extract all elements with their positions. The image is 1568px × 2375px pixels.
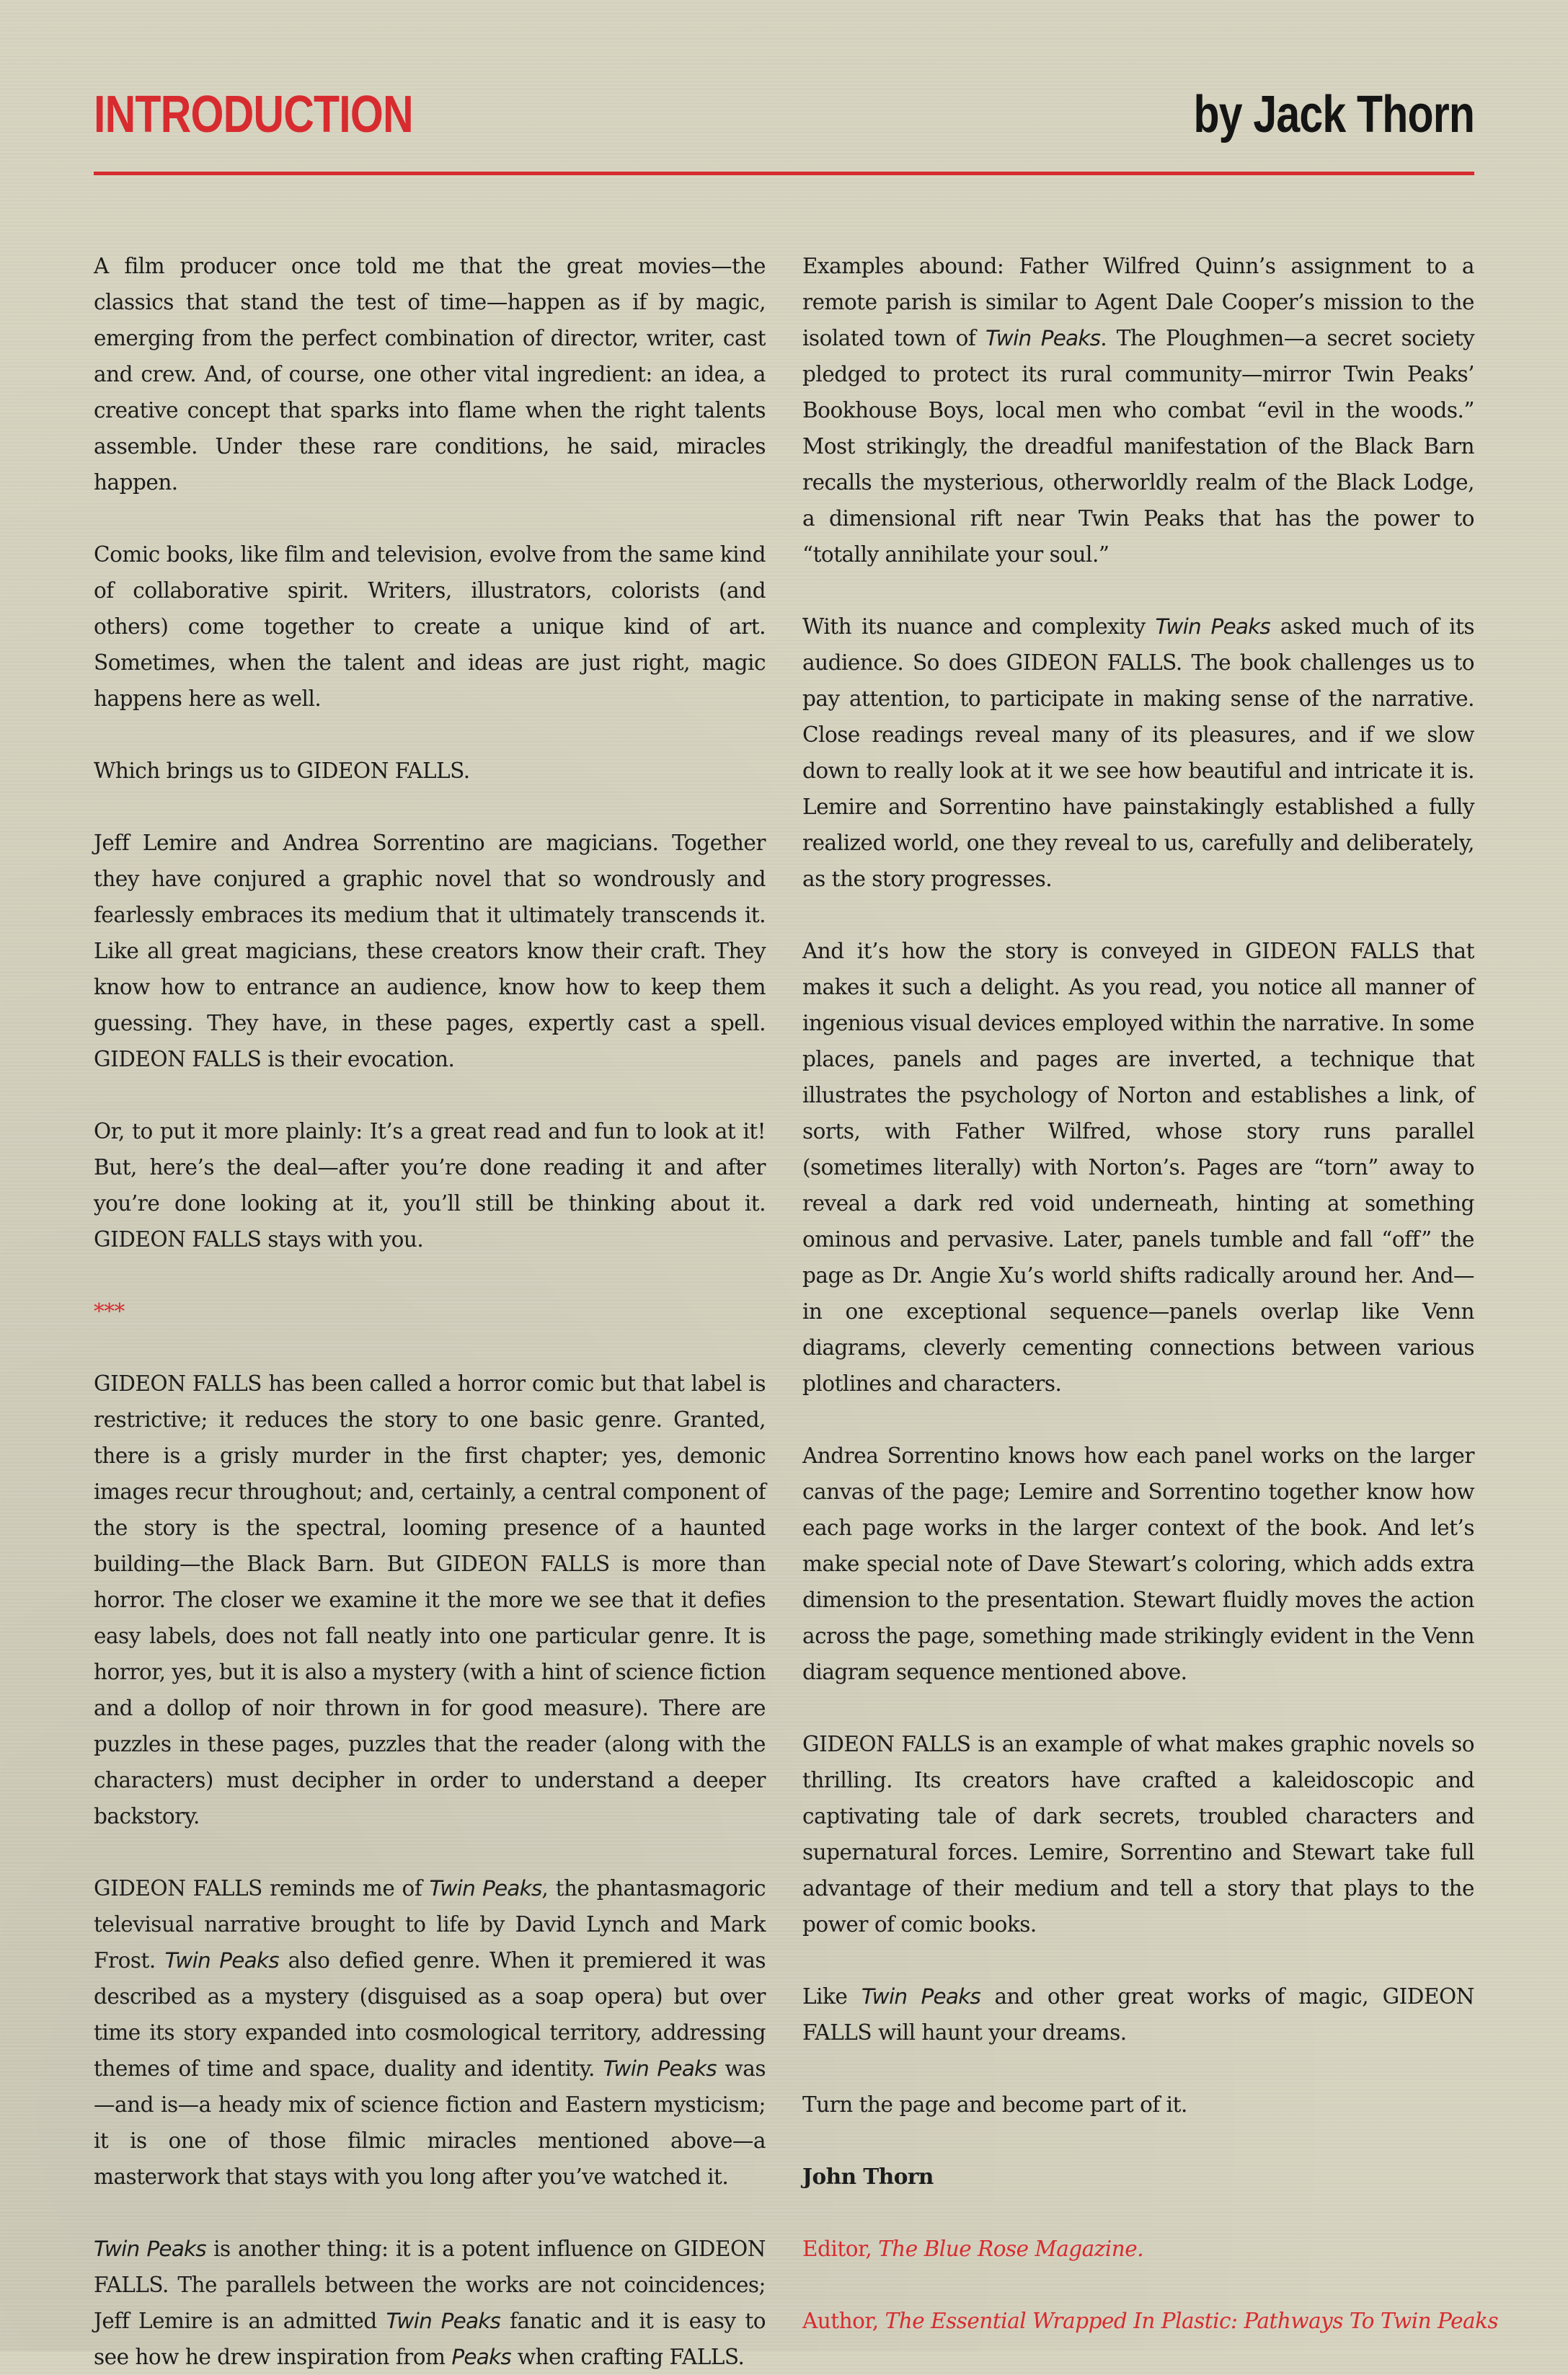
title-reference: Twin Peaks [164, 1948, 279, 1973]
text-run: asked much of its audience. So does GIDEON FALLS. The book challenges us to pay attention, to participate in making sense of the narrative. Close readings reveal many of its pleasures, and if we slow down to really look at it we see how beautiful and intricate it is. Lemire and Sorrentino have painstakingly established a fully realized world, one they reveal to us, carefully and deliberately, as the story progresses. [802, 614, 1474, 891]
paragraph: Turn the page and become part of it. [802, 2092, 1187, 2117]
paragraph [802, 609, 1474, 897]
paragraph [94, 1870, 766, 2195]
text-run: , the phantasmagoric televisual narrative brought to life by David Lynch and Mark Frost. [94, 1876, 766, 1973]
paragraph: GIDEON FALLS is an example of what makes graphic novels so thrilling. Its creators have crafted a kaleidoscopic and captivating tale of dark secrets, troubled characters and supernatural forces. Lemire, Sorrentino and Stewart take full advantage of their medium and tell a story that plays to the power of comic books. [802, 1732, 1474, 1937]
text-run: GIDEON FALLS reminds me of [94, 1876, 430, 1901]
title-reference: Twin Peaks [603, 2056, 717, 2081]
paragraph: Which brings us to GIDEON FALLS. [94, 759, 470, 783]
paragraph: And it’s how the story is conveyed in GIDEON FALLS that makes it such a delight. As you read, you notice all manner of ingenious visual devices employed within the narrative. In some places, panels and pages are inverted, a technique that illustrates the psychology of Norton and establishes a link, of sorts, with Father Wilfred, whose story runs parallel (sometimes literally) with Norton’s. Pages are “torn” away to reveal a dark red void underneath, hinting at something ominous and pervasive. Later, panels tumble and fall “off” the page as Dr. Angie Xu’s world shifts radically around her. And—in one exceptional sequence—panels overlap like Venn diagrams, cleverly cementing connections between various plotlines and characters. [802, 939, 1474, 1396]
text-run: also defied genre. When it premiered it was described as a mystery (disguised as a soap opera) but over time its story expanded into cosmological territory, addressing themes of time and space, duality and identity. [94, 1948, 766, 2081]
credit-role: Author, [802, 2309, 885, 2333]
text-run: was—and is—a heady mix of science fiction and Eastern mysticism; it is one of those filmic miracles mentioned above—a masterwork that stays with you long after you’ve watched it. [94, 2056, 766, 2189]
text-run: and other great works of magic, GIDEON FALLS will haunt your dreams. [802, 1984, 1474, 2045]
page-title: INTRODUCTION [94, 86, 413, 143]
paragraph: GIDEON FALLS has been called a horror comic but that label is restrictive; it reduces the story to one basic genre. Granted, there is a grisly murder in the first chapter; yes, demonic images recur throughout; and, certainly, a central component of the story is the spectral, looming presence of a haunted building—the Black Barn. But GIDEON FALLS is more than horror. The closer we examine it the more we see that it defies easy labels, does not fall neatly into one particular genre. It is horror, yes, but it is also a mystery (with a hint of science fiction and a dollop of noir thrown in for good measure). There are puzzles in these pages, puzzles that the reader (along with the characters) must decipher in order to understand a deeper backstory. [94, 1371, 766, 1828]
publication-title: The Blue Rose Magazine. [878, 2237, 1144, 2261]
title-reference: Twin Peaks [985, 326, 1101, 350]
header-divider [94, 172, 1474, 175]
signature-block [802, 2159, 1499, 2339]
section-break: *** [94, 1299, 125, 1324]
right-column [802, 248, 1499, 2375]
left-column [94, 248, 766, 2375]
text-run: Examples abound: Father Wilfred Quinn’s assignment to a remote parish is similar to Agent Dale Cooper’s mission to the isolated town of [802, 254, 1474, 350]
title-reference: Twin Peaks [861, 1984, 980, 2009]
title-reference: Twin Peaks [429, 1876, 542, 1901]
page-header [94, 85, 1474, 150]
signature-credit [802, 2231, 1474, 2267]
title-reference: Twin Peaks [1155, 614, 1270, 639]
text-run: is another thing: it is a potent influence on GIDEON FALLS. The parallels between the works are not coincidences; Jeff Lemire is an admitted [94, 2237, 766, 2333]
paragraph: Andrea Sorrentino knows how each panel works on the larger canvas of the page; Lemire and Sorrentino together know how each page works in the larger context of the book. And let’s make special note of Dave Stewart’s coloring, which adds extra dimension to the presentation. Stewart fluidly moves the action across the page, something made strikingly evident in the Venn diagram sequence mentioned above. [802, 1443, 1474, 1684]
paragraph: Jeff Lemire and Andrea Sorrentino are magicians. Together they have conjured a graphic novel that so wondrously and fearlessly embraces its medium that it ultimately transcends it. Like all great magicians, these creators know their craft. They know how to entrance an audience, know how to keep them guessing. They have, in these pages, expertly cast a spell. GIDEON FALLS is their evocation. [94, 831, 766, 1071]
text-run: Like [802, 1984, 861, 2009]
text-run: With its nuance and complexity [802, 614, 1156, 639]
publication-title: The Essential Wrapped In Plastic: Pathways To Twin Peaks [885, 2309, 1499, 2333]
title-reference: Twin Peaks [94, 2237, 206, 2261]
text-run: when crafting FALLS. [510, 2345, 745, 2369]
author-byline: by Jack Thorn [1193, 86, 1474, 143]
paragraph [802, 248, 1474, 572]
paragraph [802, 1978, 1474, 2051]
credit-role: Editor, [802, 2237, 879, 2261]
signature-name: John Thorn [802, 2164, 934, 2189]
paragraph: Comic books, like film and television, evolve from the same kind of collaborative spirit. Writers, illustrators, colorists (and others) come together to create a unique kind of art. Sometimes, when the talent and ideas are just right, magic happens here as well. [94, 542, 766, 711]
title-reference: Twin Peaks [386, 2309, 501, 2333]
paragraph: A film producer once told me that the great movies—the classics that stand the test of time—happen as if by magic, emerging from the perfect combination of director, writer, cast and crew. And, of course, one other vital ingredient: an idea, a creative concept that sparks into flame when the right talents assemble. Under these rare conditions, he said, miracles happen. [94, 254, 766, 495]
signature-credit [802, 2303, 1499, 2339]
text-run: . The Ploughmen—a secret society pledged to protect its rural community—mirror Twin Peaks’ Bookhouse Boys, local men who combat “evil in the woods.” Most strikingly, the dreadful manifestation of the Black Barn recalls the mysterious, otherworldly realm of the Black Lodge, a dimensional rift near Twin Peaks that has the power to “totally annihilate your soul.” [802, 326, 1475, 567]
paragraph [94, 2231, 766, 2375]
text-run: fanatic and it is easy to see how he drew inspiration from [94, 2309, 766, 2369]
paragraph: Or, to put it more plainly: It’s a great read and fun to look at it! But, here’s the deal—after you’re done reading it and after you’re done looking at it, you’ll still be thinking about it. GIDEON FALLS stays with you. [94, 1119, 766, 1252]
title-reference: Peaks [451, 2345, 511, 2369]
